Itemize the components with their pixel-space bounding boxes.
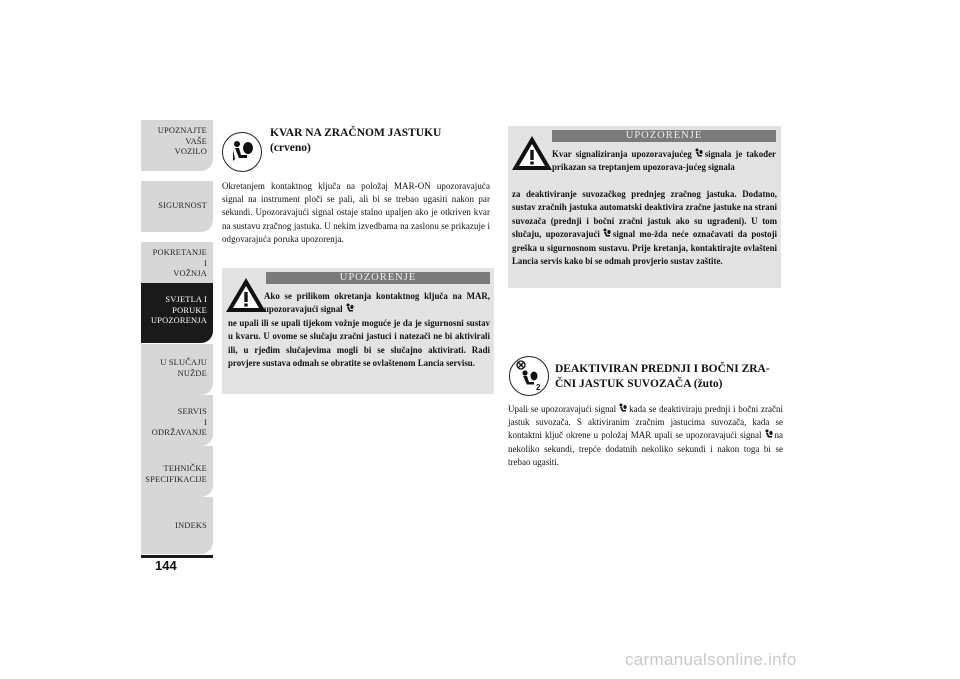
airbag-warning-icon: [222, 132, 262, 172]
airbag-mini-icon: [602, 228, 611, 238]
warning-text-part: za deaktiviranje suvozačkog prednjeg zračnog jastuka. Dodatno, sustav zračnih jastuka automatski deaktivira zračne jastuke na strani suvozača (prednji i bočni zračni jastuk ako su ugrađeni). U tom slučaju, upozoravajući: [512, 189, 777, 240]
tab-label: SERVIS I ODRŽAVANJE: [151, 407, 207, 437]
warning-triangle-icon: [224, 276, 268, 314]
section-heading-airbag-failure: KVAR NA ZRAČNOM JASTUKU (crveno): [270, 127, 442, 154]
warning-text-part: Kvar signaliziranja upozoravajućeg: [552, 149, 692, 159]
sidebar-divider: [141, 555, 213, 558]
section-heading-airbag-deactivated: DEAKTIVIRAN PREDNJI I BOČNI ZRA- ČNI JASTUK SUVOZAČA (žuto): [555, 363, 770, 390]
warning-title: UPOZORENJE: [266, 272, 490, 284]
body-text-part: kada se deaktiviraju prednji i bočni zračni jastuk suvozača. S aktiviranim zračnim jastucima suvozača, kada se kontaktni ključ okrene u položaj MAR upali se upozoravajući signal: [508, 404, 783, 441]
body-text-part: Upali se upozoravajući signal: [508, 404, 617, 414]
tab-indeks[interactable]: [141, 497, 213, 554]
tab-label: UPOZNAJTE VAŠE VOZILO: [157, 126, 207, 156]
page-number: 144: [155, 558, 177, 573]
tab-label: POKRETANJE I VOŽNJA: [152, 248, 207, 278]
warning-text-part: signala je također prikazan sa treptanjem upozorava-jućeg signala: [552, 149, 776, 173]
warning-text-part: signal mo-žda neće označavati da postoji greška u sigurnosnom sustavu. Prije kretanja, kontaktirajte ovlašteni Lancia servis kako bi se odmah provjerio sustav zaštite.: [512, 229, 777, 267]
warning-text-part: Ako se prilikom okretanja kontaktnog ključa na MAR, upozoravajući signal: [264, 291, 490, 315]
warning-text-part: ne upali ili se upali tijekom vožnje moguće je da je sigurnosni sustav u kvaru. U ovome se slučaju zračni jastuci i natezači ne bi aktivirali ili, u rjeđim slučajevima mogli bi se slučajno aktivirati. Radi provjere sustava odmah se obratite se ovlaštenom Lancia servisu.: [228, 318, 490, 369]
tab-label: INDEKS: [175, 521, 207, 530]
warning-triangle-icon: [510, 134, 554, 172]
warning-box-airbag-deactivation: [508, 126, 781, 288]
body-text-part: na nekoliko sekundi, trepće dodatnih nekoliko sekundi i nakon toga bi se trebao ugasiti.: [508, 430, 783, 467]
tab-tehnicke-specifikacije[interactable]: [141, 446, 213, 497]
airbag-mini-icon: [345, 303, 354, 313]
tab-label: U SLUČAJU NUŽDE: [160, 358, 207, 378]
passenger-airbag-mini-icon: [618, 403, 627, 413]
warning-box-airbag: [222, 268, 494, 394]
warning-title: UPOZORENJE: [552, 130, 776, 142]
tab-label: SIGURNOST: [158, 201, 207, 210]
airbag-mini-icon: [694, 148, 703, 158]
svg-text:2: 2: [536, 383, 541, 392]
tab-u-slucaju-nuzde[interactable]: [141, 344, 213, 395]
section-body-airbag-failure: Okretanjem kontaktnog ključa na položaj MAR-ON upozoravajuća signal na instrument ploči se pali, ali bi se trebao ugasiti nakon par sekundi. Upozoravajući signal ostaje stalno upaljen ako je otkriven kvar na sustavu zračnog jastuka. U nekim izvedbama na zaslonu se prikazuje i odgovarajuća poruka upozorenja.: [222, 181, 490, 244]
tab-servis-i-odrzavanje[interactable]: [141, 395, 213, 446]
tab-label: SVJETLA I PORUKE UPOZORENJA: [151, 295, 207, 325]
tab-upoznajte-vase-vozilo[interactable]: [141, 120, 213, 171]
passenger-airbag-off-icon: [509, 356, 549, 396]
tab-sigurnost[interactable]: [141, 181, 213, 232]
passenger-airbag-mini-icon: [764, 429, 773, 439]
tab-label: TEHNIČKE SPECIFIKACIJE: [145, 464, 207, 484]
watermark: carmanualsonline.info: [625, 650, 797, 669]
warning-text-part: [228, 317, 490, 371]
tab-svjetla-i-poruke-upozorenja[interactable]: [141, 283, 213, 343]
